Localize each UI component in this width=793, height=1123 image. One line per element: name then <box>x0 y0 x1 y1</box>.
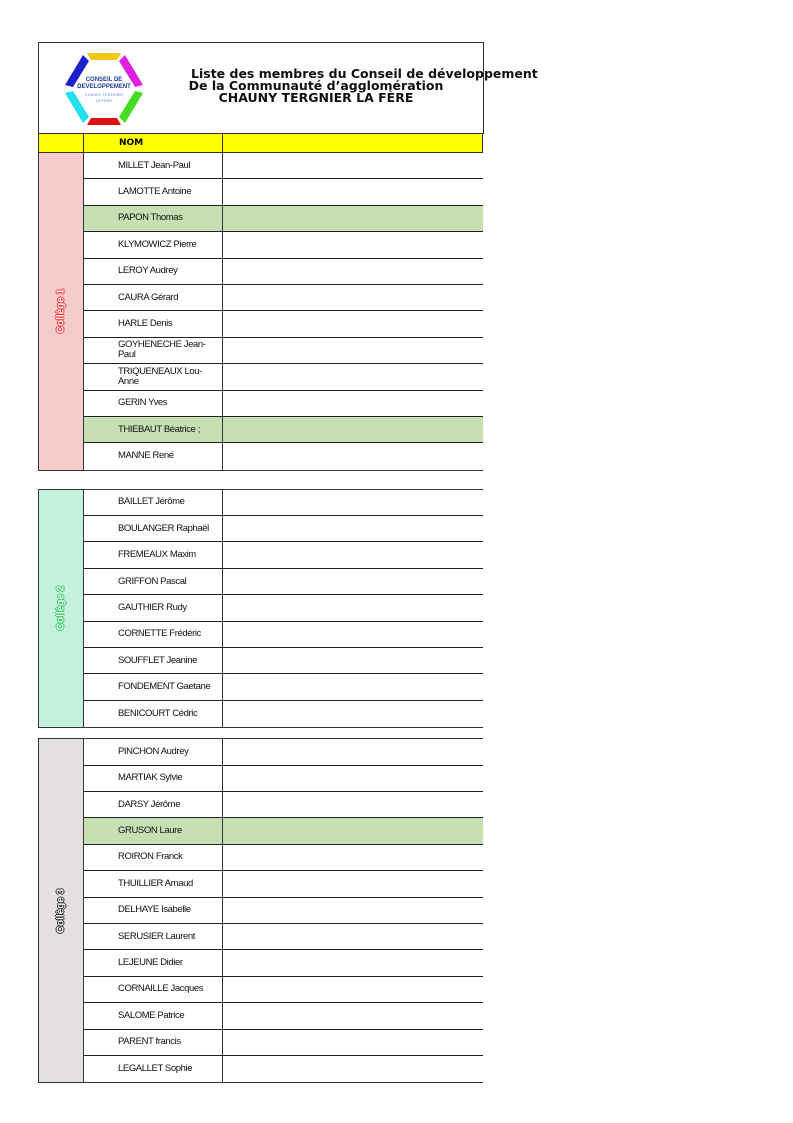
empty-cell <box>223 338 483 363</box>
table-row <box>84 845 483 871</box>
council-logo <box>59 51 149 127</box>
member-name: DELHAYE Isabelle <box>84 898 223 923</box>
table-row <box>84 977 483 1003</box>
page-title <box>151 66 538 105</box>
member-name: CORNETTE Frédéric <box>84 622 223 647</box>
table-row <box>84 311 483 337</box>
title-line-1: Liste des membres du Conseil de développement <box>191 66 538 81</box>
empty-cell <box>223 285 483 310</box>
groups-container <box>38 153 483 1083</box>
empty-cell <box>223 739 483 764</box>
member-name: DARSY Jérôme <box>84 792 223 817</box>
member-name: HARLE Denis <box>84 311 223 336</box>
empty-cell <box>223 648 483 673</box>
empty-cell <box>223 516 483 541</box>
member-name: FONDEMENT Gaetane <box>84 674 223 699</box>
member-name: MANNE René <box>84 443 223 469</box>
member-name: BAILLET Jérôme <box>84 490 223 515</box>
member-name: BENICOURT Cédric <box>84 701 223 727</box>
empty-cell <box>223 622 483 647</box>
table-row <box>84 898 483 924</box>
table-row <box>84 766 483 792</box>
member-name: MARTIAK Sylvie <box>84 766 223 791</box>
empty-cell <box>223 259 483 284</box>
table-row <box>84 417 483 443</box>
title-line-2: De la Communauté d’agglomération <box>188 78 444 93</box>
member-name: GERIN Yves <box>84 391 223 416</box>
table-row <box>84 391 483 417</box>
empty-cell <box>223 153 483 178</box>
logo-text-4: LA FERE <box>95 98 113 103</box>
table-row <box>84 364 483 390</box>
table-row <box>84 648 483 674</box>
group-label: Collège 2 <box>55 586 67 631</box>
member-name: LAMOTTE Antoine <box>84 179 223 204</box>
table-row <box>84 792 483 818</box>
title-line-3: CHAUNY TERGNIER LA FÈRE <box>218 90 414 105</box>
group-1 <box>38 153 483 471</box>
group-2 <box>38 489 483 729</box>
column-header-name: NOM <box>84 134 223 152</box>
empty-cell <box>223 1030 483 1055</box>
member-name: SOUFFLET Jeanine <box>84 648 223 673</box>
member-name: GRIFFON Pascal <box>84 569 223 594</box>
empty-cell <box>223 871 483 896</box>
member-name: SERUSIER Laurent <box>84 924 223 949</box>
empty-cell <box>223 595 483 620</box>
table-row <box>84 1030 483 1056</box>
empty-cell <box>223 950 483 975</box>
group-label: Collège 1 <box>55 289 67 334</box>
group-label-cell <box>38 490 84 728</box>
empty-cell <box>223 391 483 416</box>
member-name: CAURA Gérard <box>84 285 223 310</box>
table-row <box>84 206 483 232</box>
empty-cell <box>223 490 483 515</box>
table-row <box>84 595 483 621</box>
empty-cell <box>223 898 483 923</box>
table-row <box>84 516 483 542</box>
table-row <box>84 542 483 568</box>
column-header-group <box>39 134 84 152</box>
table-row <box>84 285 483 311</box>
member-name: MILLET Jean-Paul <box>84 153 223 178</box>
member-name: CORNAILLE Jacques <box>84 977 223 1002</box>
empty-cell <box>223 569 483 594</box>
empty-cell <box>223 206 483 231</box>
empty-cell <box>223 364 483 389</box>
member-name: THUILLIER Arnaud <box>84 871 223 896</box>
member-name: SALOME Patrice <box>84 1003 223 1028</box>
group-label-cell <box>38 153 84 470</box>
table-row <box>84 153 483 179</box>
empty-cell <box>223 1003 483 1028</box>
member-name: LEGALLET Sophie <box>84 1056 223 1082</box>
member-name: ROIRON Franck <box>84 845 223 870</box>
members-sheet <box>38 42 538 1083</box>
table-row <box>84 924 483 950</box>
empty-cell <box>223 232 483 257</box>
table-row <box>84 674 483 700</box>
table-row <box>84 569 483 595</box>
member-name: LEROY Audrey <box>84 259 223 284</box>
member-name: GRUSON Laure <box>84 818 223 843</box>
table-row <box>84 739 483 765</box>
member-name: BOULANGER Raphaël <box>84 516 223 541</box>
sheet-header <box>38 42 538 134</box>
empty-cell <box>223 701 483 727</box>
empty-cell <box>223 674 483 699</box>
member-name: KLYMOWICZ Pierre <box>84 232 223 257</box>
empty-cell <box>223 542 483 567</box>
table-row <box>84 259 483 285</box>
empty-cell <box>223 311 483 336</box>
logo-text-1: CONSEIL DE <box>85 77 123 83</box>
table-row <box>84 1056 483 1082</box>
empty-cell <box>223 179 483 204</box>
empty-cell <box>223 924 483 949</box>
empty-cell <box>223 766 483 791</box>
table-row <box>84 179 483 205</box>
member-name: THIEBAUT Béatrice ; <box>84 417 223 442</box>
member-name: PINCHON Audrey <box>84 739 223 764</box>
empty-cell <box>223 1056 483 1082</box>
empty-cell <box>223 417 483 442</box>
column-header-row <box>38 134 483 153</box>
table-row <box>84 950 483 976</box>
table-row <box>84 1003 483 1029</box>
group-3 <box>38 738 483 1083</box>
empty-cell <box>223 443 483 469</box>
table-row <box>84 622 483 648</box>
table-row <box>84 818 483 844</box>
table-row <box>84 338 483 364</box>
table-row <box>84 232 483 258</box>
empty-cell <box>223 977 483 1002</box>
member-name: LEJEUNE Didier <box>84 950 223 975</box>
table-row <box>84 490 483 516</box>
column-header-extra <box>223 134 483 152</box>
member-name: FREMEAUX Maxim <box>84 542 223 567</box>
empty-cell <box>223 818 483 843</box>
group-label-cell <box>38 739 84 1082</box>
table-row <box>84 443 483 469</box>
empty-cell <box>223 845 483 870</box>
group-label: Collège 3 <box>55 888 67 933</box>
member-name: GAUTHIER Rudy <box>84 595 223 620</box>
member-name: PARENT francis <box>84 1030 223 1055</box>
table-row <box>84 701 483 727</box>
table-row <box>84 871 483 897</box>
empty-cell <box>223 792 483 817</box>
member-name: PAPON Thomas <box>84 206 223 231</box>
member-name: TRIQUENEAUX Lou-Anne <box>84 364 223 389</box>
logo-text-2: DEVELOPPEMENT <box>77 84 131 90</box>
member-name: GOYHENECHE Jean-Paul <box>84 338 223 363</box>
logo-text-3: CHAUNY TERGNIER <box>84 92 124 97</box>
